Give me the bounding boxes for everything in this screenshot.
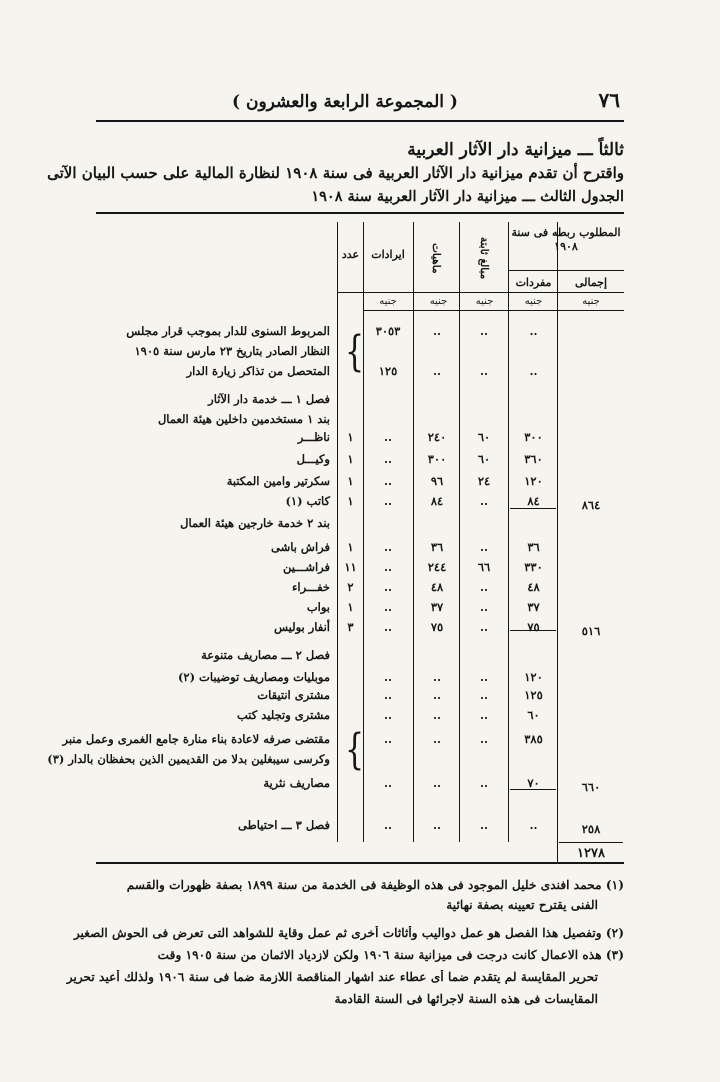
- row-label: مقتضى صرفه لاعادة بناء منارة جامع الغمرى وعمل منبر: [62, 732, 330, 746]
- row-cell-rev: ..: [383, 474, 392, 488]
- row-cell-rev: ..: [383, 600, 392, 614]
- brace: {: [345, 725, 365, 775]
- unit-items: جنيه: [524, 296, 543, 307]
- row-cell-c3: ٦٠: [477, 452, 491, 466]
- row-cell-c4: ٧٥: [430, 620, 444, 634]
- row-cell-items: ١٢٠: [524, 474, 543, 488]
- row-label: وكيـــل: [296, 452, 330, 466]
- row-cell-count: ١١: [344, 560, 357, 574]
- page-title: ( المجموعة الرابعة والعشرون ): [232, 92, 458, 112]
- row-cell-count: ١: [347, 430, 354, 444]
- row-label: فراشـــين: [282, 560, 330, 574]
- row-cell-c4: ٣٠٠: [427, 452, 447, 466]
- row-label: المربوط السنوى للدار بموجب قرار مجلس: [126, 324, 330, 338]
- row-cell-rev: ..: [383, 688, 392, 702]
- row-cell-rev: ..: [383, 452, 392, 466]
- row-cell-rev: ..: [383, 580, 392, 594]
- col-divider: [337, 222, 338, 842]
- brace: {: [345, 327, 365, 377]
- header-rule: [337, 292, 624, 293]
- row-cell-rev: ..: [383, 430, 392, 444]
- row-cell-items: ٣٧: [527, 600, 540, 614]
- row-cell-total: ٥١٦: [581, 624, 601, 638]
- row-cell-c3: ..: [479, 688, 488, 702]
- row-cell-items: ..: [529, 818, 538, 832]
- header-fixed: مبالغ ثابتة: [478, 236, 490, 280]
- row-label: كاتب (١): [285, 494, 330, 508]
- row-cell-rev: ..: [383, 708, 392, 722]
- row-cell-c4: ..: [432, 324, 441, 338]
- footnote-line: [44, 878, 624, 892]
- row-cell-rev: ١٢٥: [378, 364, 398, 378]
- grand-total: ١٢٧٨: [577, 846, 605, 861]
- row-cell-count: ١: [347, 494, 354, 508]
- unit-rule: [363, 310, 624, 311]
- footnote-line: [18, 992, 624, 1006]
- row-cell-c4: ٢٤٤: [427, 560, 447, 574]
- row-cell-c3: ..: [479, 494, 488, 508]
- row-cell-items: ..: [529, 364, 538, 378]
- table-top-rule: [96, 212, 624, 214]
- row-cell-rev: ٣٠٥٣: [375, 324, 401, 338]
- row-cell-c4: ..: [432, 688, 441, 702]
- row-label: مصاريف نثرية: [263, 776, 330, 790]
- row-label: مشترى انتيقات: [257, 688, 330, 702]
- table-caption: الجدول الثالث ـــ ميزانية دار الآثار العربية سنة ١٩٠٨: [311, 188, 624, 205]
- row-cell-items: ٣٣٠: [524, 560, 543, 574]
- row-cell-total: ٢٥٨: [581, 822, 601, 836]
- col-divider: [459, 222, 460, 842]
- row-cell-rev: ..: [383, 670, 392, 684]
- row-label: أنفار بوليس: [273, 620, 330, 634]
- row-label: ناظـــر: [297, 430, 330, 444]
- unit-revenue: جنيه: [379, 296, 397, 307]
- row-label: خفـــراء: [292, 580, 330, 594]
- row-cell-c4: ..: [432, 670, 441, 684]
- row-cell-c3: ..: [479, 620, 488, 634]
- row-label: مشترى وتجليد كتب: [237, 708, 330, 722]
- row-cell-c3: ..: [479, 670, 488, 684]
- row-cell-c4: ..: [432, 364, 441, 378]
- row-label: فصل ٢ ـــ مصاريف متنوعة: [201, 648, 330, 662]
- row-label: فصل ١ ـــ خدمة دار الآثار: [208, 392, 330, 406]
- col-divider: [557, 222, 558, 862]
- row-label: سكرتير وامين المكتبة: [226, 474, 330, 488]
- footnote-text: محمد افندى خليل الموجود فى هذه الوظيفة فى الخدمة من سنة ١٨٩٩ بصفة ظهورات والقسم: [126, 878, 602, 892]
- row-cell-items: ٣٦: [527, 540, 540, 554]
- row-cell-c4: ..: [432, 708, 441, 722]
- row-label: بند ٢ خدمة خارجين هيئة العمال: [180, 516, 330, 530]
- row-cell-items: ١٢٥: [524, 688, 543, 702]
- intro-paragraph: واقترح أن تقدم ميزانية دار الآثار العربية فى سنة ١٩٠٨ لنظارة المالية على حسب البيان الآتى: [47, 164, 624, 182]
- row-cell-c3: ..: [479, 364, 488, 378]
- section-heading: ثالثاً ـــ ميزانية دار الآثار العربية: [407, 140, 624, 160]
- row-cell-total: ٦٦٠: [581, 780, 601, 794]
- header-items: مفردات: [515, 276, 552, 289]
- row-cell-c3: ..: [479, 600, 488, 614]
- total-rule: [559, 842, 623, 843]
- row-cell-c3: ٦٦: [477, 560, 491, 574]
- row-label: بند ١ مستخدمين داخلين هيئة العمال: [157, 412, 330, 426]
- row-cell-c4: ٣٦: [430, 540, 444, 554]
- unit-fixed: جنيه: [475, 296, 494, 307]
- row-cell-items: ٣٦٠: [524, 452, 543, 466]
- header-rule-sub: [508, 270, 624, 271]
- footnote-text: تحرير المقايسة لم يتقدم ضما أى عطاء عند اشهار المناقصة اللازمة ضما فى سنة ١٩٠٦ ولذلك أعيد تحرير: [66, 970, 598, 984]
- table-bottom-rule: [96, 862, 624, 864]
- subtotal-rule: [510, 508, 556, 509]
- row-cell-rev: ..: [383, 540, 392, 554]
- row-cell-c4: ٩٦: [430, 474, 444, 488]
- row-cell-rev: ..: [383, 732, 392, 746]
- row-cell-count: ١: [347, 452, 354, 466]
- row-label: فراش باشى: [270, 540, 330, 554]
- row-cell-c3: ..: [479, 540, 488, 554]
- row-cell-c3: ..: [479, 580, 488, 594]
- col-divider: [508, 222, 509, 842]
- page-number: ٧٦: [598, 88, 620, 112]
- footnote-line: [44, 948, 624, 962]
- row-cell-count: ١: [347, 540, 354, 554]
- row-label: وكرسى سيبغلين بدلا من القديمين الذين بحفظان بالدار (٣): [47, 752, 330, 766]
- row-cell-c4: ٣٧: [430, 600, 444, 614]
- row-label: بواب: [306, 600, 330, 614]
- row-cell-c4: ..: [432, 732, 441, 746]
- row-cell-c3: ..: [479, 708, 488, 722]
- row-cell-count: ٢: [347, 580, 354, 594]
- header-total: إجمالى: [574, 276, 608, 289]
- row-cell-rev: ..: [383, 776, 392, 790]
- row-cell-c3: ٦٠: [477, 430, 491, 444]
- footnote-text: الفنى يقترح تعيينه بصفة نهائية: [446, 898, 598, 912]
- row-cell-c4: ٤٨: [430, 580, 444, 594]
- row-cell-count: ٣: [347, 620, 354, 634]
- row-cell-items: ..: [529, 324, 538, 338]
- row-label: فصل ٣ ـــ احتياطى: [238, 818, 330, 832]
- header-salaries: ماهيات: [430, 242, 442, 274]
- row-cell-c4: ..: [432, 776, 441, 790]
- row-cell-items: ٧٥: [527, 620, 540, 634]
- footnote-text: وتفصيل هذا الفصل هو عمل دواليب وأثاثات أخرى ثم عمل وقاية للشواهد التى تعرض فى الحوش الصغير: [73, 926, 602, 940]
- unit-salaries: جنيه: [429, 296, 448, 307]
- row-cell-items: ٣٠٠: [524, 430, 543, 444]
- row-cell-items: ٣٨٥: [524, 732, 543, 746]
- row-cell-c3: ..: [479, 818, 488, 832]
- row-cell-items: ٦٠: [527, 708, 540, 722]
- row-cell-c4: ..: [432, 818, 441, 832]
- footnote-line: [18, 970, 624, 984]
- col-divider: [413, 222, 414, 842]
- row-cell-total: ٨٦٤: [581, 498, 601, 512]
- footnote-text: هذه الاعمال كانت درجت فى ميزانية سنة ١٩٠٦ ولكن لازدياد الاثمان من سنة ١٩٠٥ وقت: [157, 948, 602, 962]
- row-label: النظار الصادر بتاريخ ٢٣ مارس سنة ١٩٠٥: [134, 344, 330, 358]
- row-cell-items: ٨٤: [527, 494, 540, 508]
- row-cell-rev: ..: [383, 620, 392, 634]
- row-label: موبليات ومصاريف توضيبات (٢): [177, 670, 330, 684]
- row-cell-items: ٧٠: [527, 776, 540, 790]
- header-requested: المطلوب ربطه فى سنة ١٩٠٨: [511, 226, 621, 253]
- row-cell-c3: ..: [479, 324, 488, 338]
- row-cell-items: ٤٨: [527, 580, 540, 594]
- footnote-text: المقايسات فى هذه السنة لاجرائها فى السنة القادمة: [334, 992, 598, 1006]
- row-cell-c3: ..: [479, 776, 488, 790]
- row-cell-c3: ..: [479, 732, 488, 746]
- header-revenue: ايرادات: [371, 248, 405, 261]
- unit-total: جنيه: [582, 296, 600, 307]
- row-label: المتحصل من تذاكر زيارة الدار: [186, 364, 330, 378]
- row-cell-items: ١٢٠: [524, 670, 543, 684]
- row-cell-count: ١: [347, 474, 354, 488]
- header-count: عدد: [341, 248, 360, 261]
- row-cell-rev: ..: [383, 818, 392, 832]
- row-cell-rev: ..: [383, 560, 392, 574]
- footnote-number: (٣): [605, 948, 624, 962]
- row-cell-c4: ٨٤: [430, 494, 444, 508]
- footnote-line: [44, 926, 624, 940]
- footnote-number: (١): [605, 878, 624, 892]
- row-cell-rev: ..: [383, 494, 392, 508]
- row-cell-c3: ٢٤: [477, 474, 491, 488]
- row-cell-count: ١: [347, 600, 354, 614]
- footnote-line: [18, 898, 624, 912]
- row-cell-c4: ٢٤٠: [427, 430, 447, 444]
- footnote-number: (٢): [605, 926, 624, 940]
